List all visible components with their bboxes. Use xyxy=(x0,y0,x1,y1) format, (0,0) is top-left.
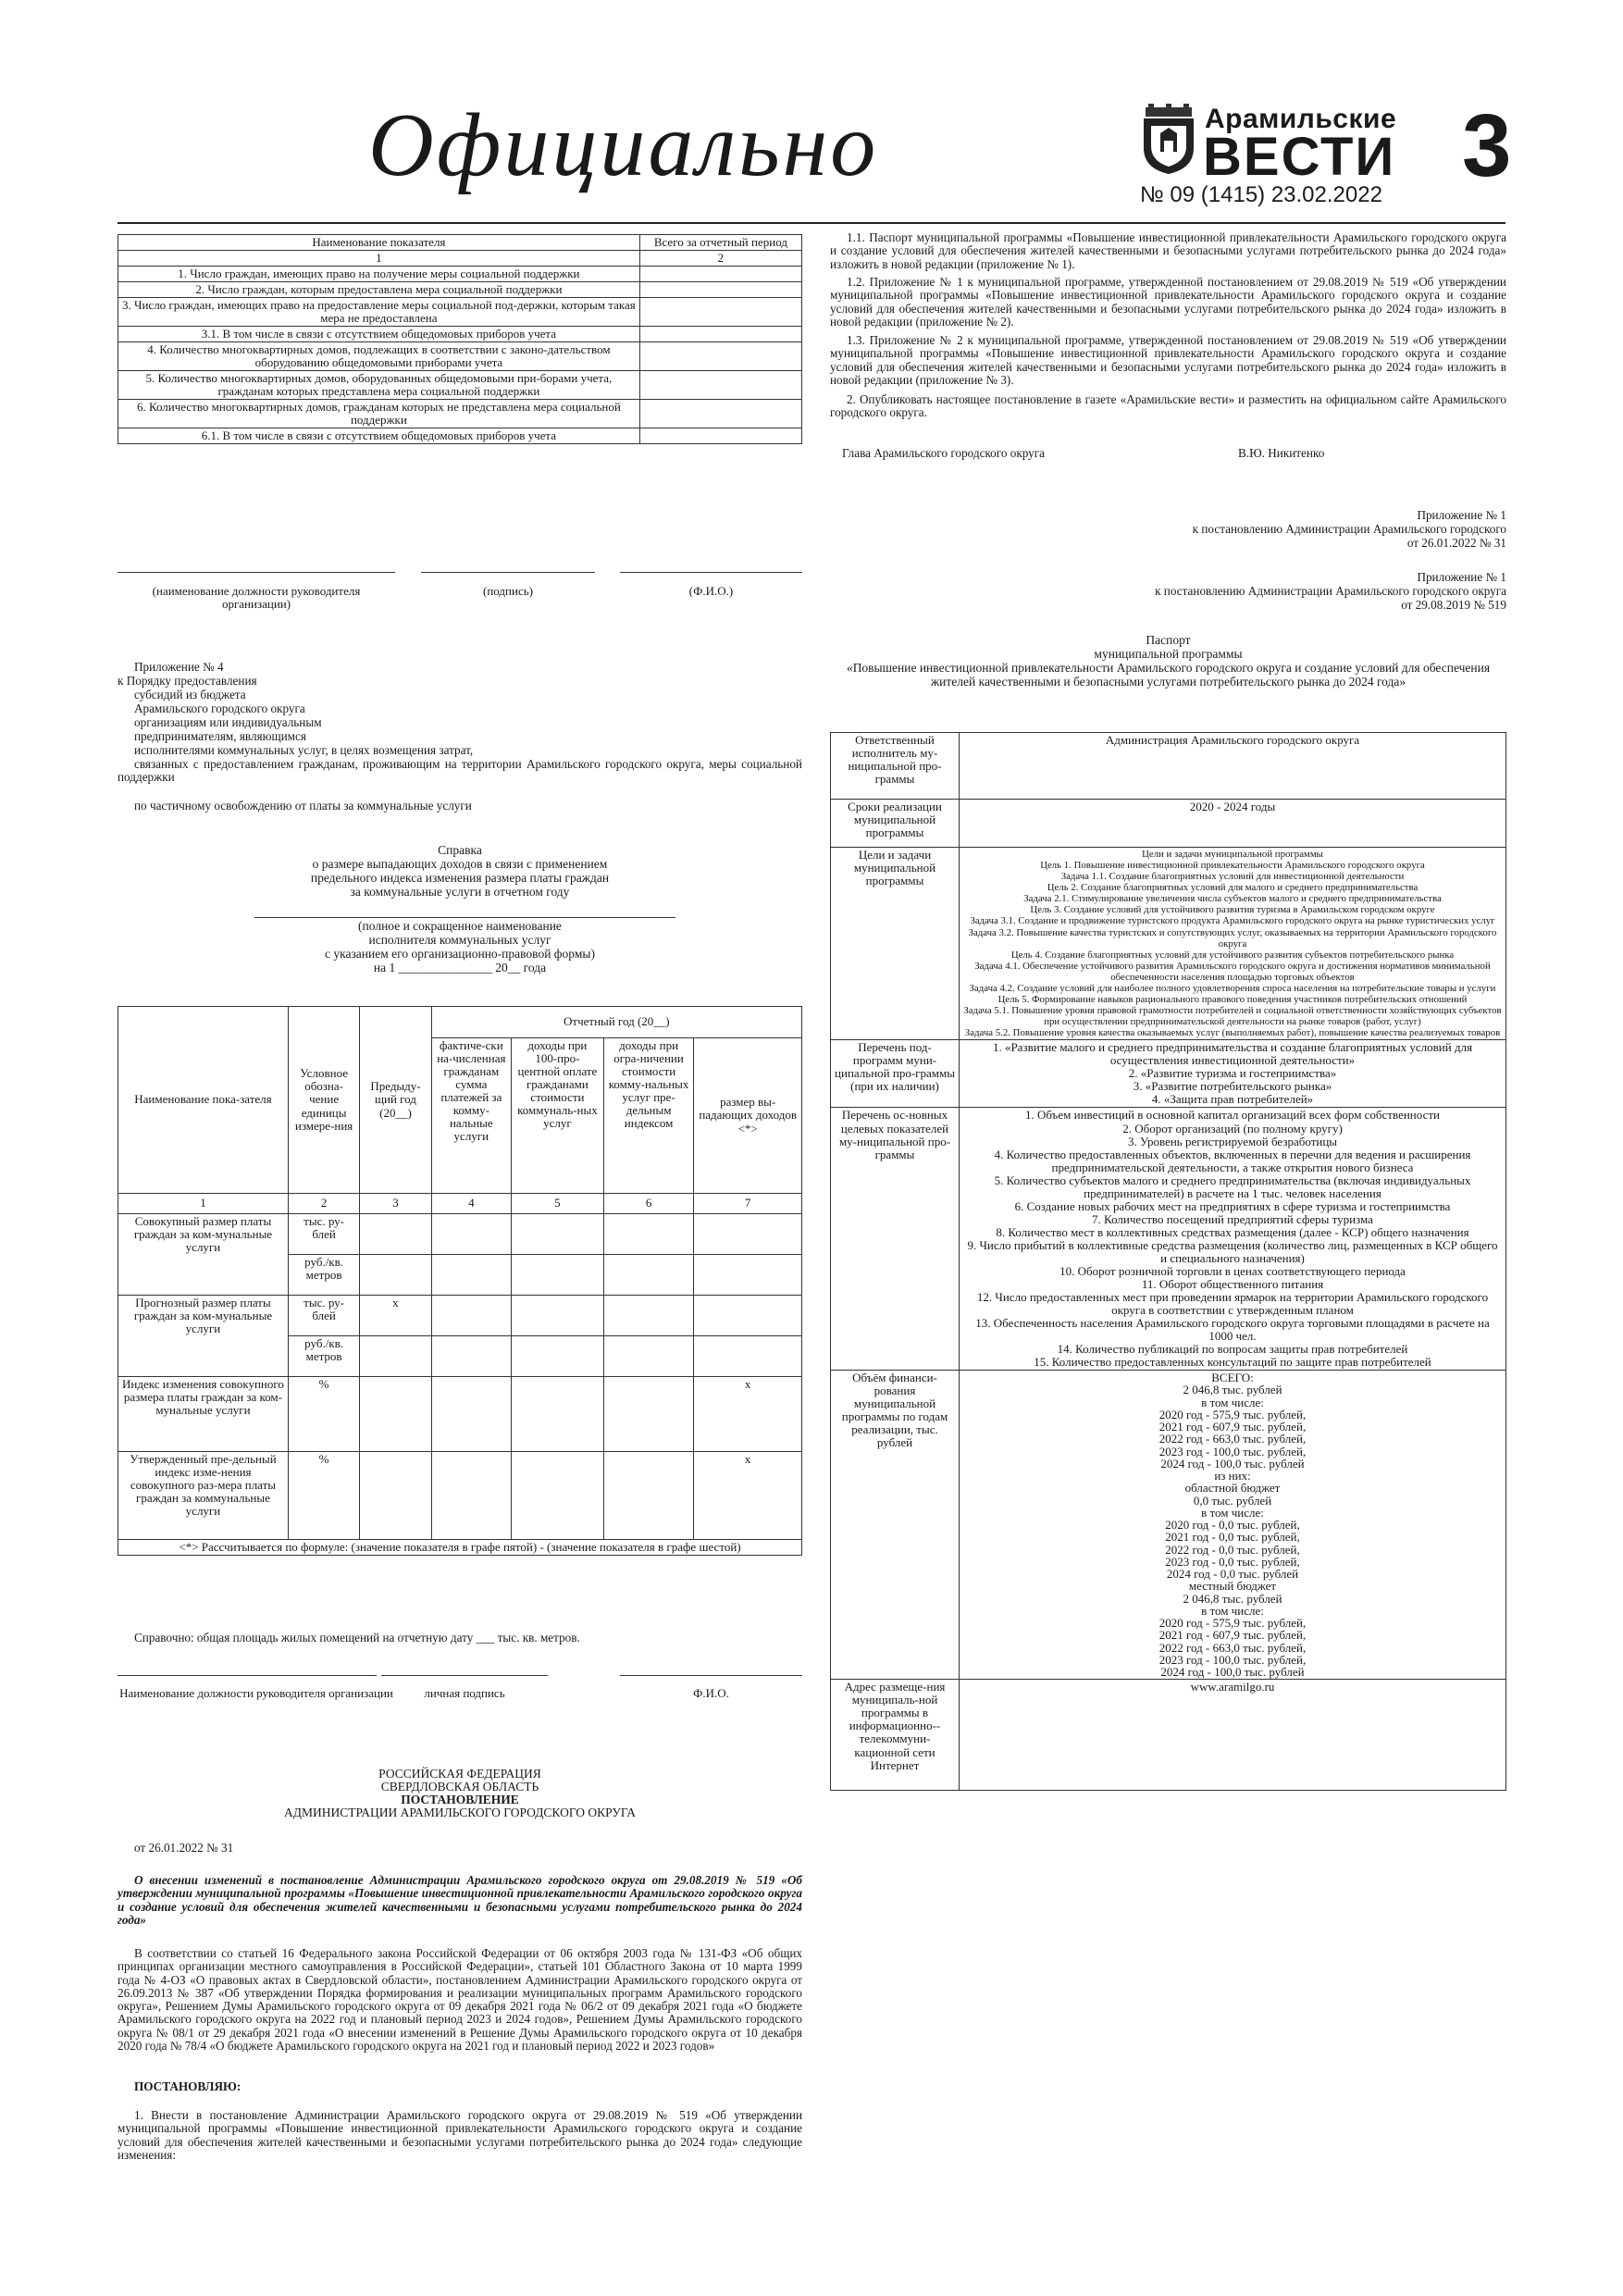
list-item: 1. Объем инвестиций в основной капитал организаций всех форм собственности xyxy=(1025,1108,1440,1123)
appendix-line: организациям или индивидуальным xyxy=(134,715,322,729)
list-item: Задача 3.2. Повышение качества туристских и сопутствующих услуг, оказываемых на территории Арамильского городского округа xyxy=(968,926,1497,949)
list-item: областной бюджет xyxy=(1184,1481,1281,1496)
table-row xyxy=(118,1452,802,1540)
appendix-line: Приложение № 4 xyxy=(134,660,224,674)
col-number: 3 xyxy=(360,1194,431,1214)
list-item: 2 046,8 тыс. рублей xyxy=(1183,1591,1282,1606)
list-item: местный бюджет xyxy=(1188,1579,1277,1594)
position-caption: (наименование должности руководителя организации) xyxy=(152,584,361,612)
col-header-unit: Условное обозна-чение единицы измере-ния xyxy=(288,1007,359,1194)
list-item: Цель 4. Создание благоприятных условий для устойчивого развития субъектов потребительского рынка xyxy=(1010,949,1455,961)
col-header-report-year: Отчетный год (20__) xyxy=(431,1007,801,1038)
appendix-line: связанных с предоставлением гражданам, проживающим на территории Арамильского городского округа, меры социальной поддержки xyxy=(118,757,802,785)
list-item: 2020 год - 575,9 тыс. рублей, xyxy=(1158,1616,1307,1631)
page-number: 3 xyxy=(1462,96,1512,195)
col-number: 2 xyxy=(288,1194,359,1214)
spravka-line: (полное и сокращенное наименование xyxy=(358,919,562,933)
spravka-line: с указанием его организационно-правовой формы) xyxy=(325,947,595,961)
row-label: Цели и задачи муниципальной программы xyxy=(831,848,960,1040)
header-divider xyxy=(118,222,1505,224)
spravka-line: предельного индекса изменения размера платы граждан xyxy=(310,871,610,885)
table-cell-empty xyxy=(639,282,801,298)
decree-country: РОССИЙСКАЯ ФЕДЕРАЦИЯ xyxy=(378,1767,541,1781)
list-item: 10. Оборот розничной торговли в ценах соответствующего периода xyxy=(1059,1263,1406,1278)
table-cell-empty xyxy=(639,400,801,428)
signature-caption: личная подпись xyxy=(424,1686,505,1700)
row-value: 2020 - 2024 годы xyxy=(960,800,1506,848)
row-label: Адрес размеще-ния муниципаль-ной программы в информационно--телекоммуни-кационной сети Интернет xyxy=(831,1680,960,1791)
list-item: в том числе: xyxy=(1201,1505,1264,1520)
row-label: Перечень под-программ муни-ципальной про-граммы (при их наличии) xyxy=(831,1040,960,1108)
col-header-prev-year: Предыду-щий год (20__) xyxy=(360,1007,431,1194)
col-header-limited: доходы при огра-ничении стоимости комму-нальных услуг пре-дельным индексом xyxy=(603,1038,694,1194)
decree-body: В соответствии со статьей 16 Федерального закона Российской Федерации от 06 октября 2003 года № 131-ФЗ «Об общих принципах организации местного самоуправления в Российской Федерации», статьей 101 Областного Закона от 10 марта 1999 года № 4-ОЗ «О правовых актах в Свердловской области», постановлением Администрации Арамильского городского округа от 26.09.2013 № 387 «Об утверждении Порядка формирования и реализации муниципальных программ Арамильского городского округа», Решением Думы Арамильского городского округа от 09 декабря 2021 года № 06/2 от 09 декабря 2021 года «О бюджете Арамильского городского округа на 2022 год и плановый период 2023 и 2024 годов», Решением Думы Арамильского городского округа № 08/1 от 29 декабря 2021 года «О внесении изменений в Решение Думы Арамильского городского округа от 10 декабря 2020 года № 78/4 «О бюджете Арамильского городского округа на 2021 год и плановый период 2022 и 2023 годов» xyxy=(118,1946,802,2053)
decree-authority: АДМИНИСТРАЦИИ АРАМИЛЬСКОГО ГОРОДСКОГО ОКРУГА xyxy=(284,1806,636,1819)
table-cell-empty xyxy=(639,298,801,327)
footnote: <*> Рассчитывается по формуле: (значение показателя в графе пятой) - (значение показателя в графе шестой) xyxy=(118,1540,802,1556)
list-item: Задача 4.2. Создание условий для наиболее полного удовлетворения спроса населения на потребительские товары и услуги xyxy=(969,982,1496,994)
table-numbers-row xyxy=(118,1194,802,1214)
list-item: 2021 год - 607,9 тыс. рублей, xyxy=(1158,1420,1307,1434)
unit-cell: тыс. ру-блей xyxy=(288,1296,359,1336)
table-cell-empty xyxy=(639,371,801,400)
table-row xyxy=(118,1377,802,1452)
list-item: 0,0 тыс. рублей xyxy=(1193,1493,1272,1508)
x-mark: х xyxy=(694,1452,802,1540)
col-number: 1 xyxy=(118,1194,289,1214)
list-item: 14. Количество публикаций по вопросам защиты прав потребителей xyxy=(1057,1342,1408,1357)
table-cell: 2. Число граждан, которым предоставлена мера социальной поддержки xyxy=(118,282,640,298)
row-name: Индекс изменения совокупного размера платы граждан за ком-мунальные услуги xyxy=(118,1377,289,1452)
list-item: 2. Оборот организаций (по полному кругу) xyxy=(1122,1121,1343,1136)
list-item: 4. Количество предоставленных объектов, включенных в перечни для ведения и расширения предпринимательской деятельности, а также открытия нового бизнеса xyxy=(994,1147,1471,1174)
list-item: Цель 3. Создание условий для устойчивого развития туризма в Арамильском городском округе xyxy=(1030,904,1435,916)
signature-line xyxy=(118,1675,377,1676)
list-item: 2024 год - 0,0 тыс. рублей xyxy=(1166,1567,1299,1582)
unit-cell: % xyxy=(288,1452,359,1540)
list-item: 12. Число предоставленных мест при проведении ярмарок на территории Арамильского городского округа в соответствии с утвержденным планом xyxy=(976,1289,1489,1317)
appendix-line: Приложение № 1 xyxy=(1417,508,1506,522)
list-item: 13. Обеспеченность населения Арамильского городского округа торговыми площадями в расчете на 1000 чел. xyxy=(975,1315,1490,1344)
table-cell: 3.1. В том числе в связи с отсутствием общедомовых приборов учета xyxy=(118,327,640,342)
row-value-list xyxy=(960,1108,1506,1371)
row-value-list xyxy=(960,1371,1506,1680)
table-row xyxy=(118,267,802,282)
list-item: 9. Число прибытий в коллективные средства размещения (количество лиц, размещенных в КСР общего и специального назначения) xyxy=(967,1237,1498,1265)
spravka-line: о размере выпадающих доходов в связи с применением xyxy=(312,857,608,871)
list-item: 3. Уровень регистрируемой безработицы xyxy=(1127,1134,1338,1148)
list-item: 2023 год - 100,0 тыс. рублей, xyxy=(1158,1444,1307,1458)
table-row xyxy=(831,1108,1506,1371)
unit-cell: тыс. ру-блей xyxy=(288,1214,359,1255)
col-number: 2 xyxy=(639,251,801,267)
list-item: 2020 год - 575,9 тыс. рублей, xyxy=(1158,1407,1307,1421)
passport-title: Паспорт xyxy=(1146,633,1191,647)
spravka-title: Справка xyxy=(438,843,482,857)
table-row xyxy=(118,342,802,371)
unit-cell: % xyxy=(288,1377,359,1452)
table-footnote-row xyxy=(118,1540,802,1556)
blank-line xyxy=(254,917,675,918)
col-header-name: Наименование пока-зателя xyxy=(118,1007,289,1194)
list-item: Задача 4.1. Обеспечение устойчивого развития Арамильского городского округа и достижения нормативов минимальной обеспеченности населения площадью торговых объектов xyxy=(974,960,1491,983)
table-row xyxy=(831,848,1506,1040)
table-header-row xyxy=(118,235,802,251)
list-item: 7. Количество посещений предприятий сферы туризма xyxy=(1092,1211,1373,1226)
x-mark: х xyxy=(360,1296,431,1336)
list-item: 5. Количество субъектов малого и среднего предпринимательства (включая индивидуальных предпринимателей) в расчете на 1 тыс. человек населения xyxy=(994,1173,1471,1200)
unit-cell: руб./кв. метров xyxy=(288,1336,359,1377)
decree-heading: О внесении изменений в постановление Администрации Арамильского городского округа от 29.08.2019 № 519 «Об утверждении муниципальной программы «Повышение инвестиционной привлекательности Арамильского городского округа и создание условий для обеспечения жителей качественными и безопасными услугами потребительского рынка до 2024 года» xyxy=(118,1873,802,1927)
list-item: 15. Количество предоставленных консультаций по защите прав потребителей xyxy=(1034,1355,1431,1370)
list-item: 2024 год - 100,0 тыс. рублей xyxy=(1160,1665,1305,1680)
area-note: Справочно: общая площадь жилых помещений на отчетную дату ___ тыс. кв. метров. xyxy=(134,1631,580,1644)
list-item: 2. «Развитие туризма и гостеприимства» xyxy=(1128,1066,1337,1081)
appendix-line: к постановлению Администрации Арамильского городского округа xyxy=(1155,584,1506,598)
list-item: 4. «Защита прав потребителей» xyxy=(1151,1092,1314,1107)
table-cell: 5. Количество многоквартирных домов, оборудованных общедомовыми при-борами учета, гражданам которых представлена мера социальной поддержки xyxy=(118,371,640,400)
x-mark: х xyxy=(694,1377,802,1452)
appendix-line: Приложение № 1 xyxy=(1417,570,1506,584)
list-item: Задача 1.1. Создание благоприятных условий для инвестиционной деятельности xyxy=(1060,871,1405,883)
row-label: Сроки реализации муниципальной программы xyxy=(831,800,960,848)
head-name: В.Ю. Никитенко xyxy=(1238,446,1325,460)
table-cell-empty xyxy=(639,342,801,371)
appendix-line: предпринимателям, являющимся xyxy=(134,729,306,743)
appendix-line: субсидий из бюджета xyxy=(134,688,246,701)
table-row xyxy=(831,800,1506,848)
row-name: Прогнозный размер платы граждан за ком-мунальные услуги xyxy=(118,1296,289,1377)
list-item: 6. Создание новых рабочих мест на предприятиях в сфере туризма и гостеприимства xyxy=(1014,1198,1451,1213)
signature-line xyxy=(118,572,395,573)
decree-resolve: ПОСТАНОВЛЯЮ: xyxy=(134,2079,242,2093)
signature-line xyxy=(421,572,595,573)
decree-paragraph: 2. Опубликовать настоящее постановление в газете «Арамильские вести» и разместить на официальном сайте Арамильского городского округа. xyxy=(830,392,1506,420)
list-item: 2023 год - 100,0 тыс. рублей, xyxy=(1158,1652,1307,1667)
table-row xyxy=(831,733,1506,800)
list-item: 2022 год - 663,0 тыс. рублей, xyxy=(1158,1432,1307,1446)
issue-number: № 09 (1415) 23.02.2022 xyxy=(1140,182,1382,207)
col-number: 4 xyxy=(431,1194,511,1214)
table-row xyxy=(118,371,802,400)
list-item: 2022 год - 663,0 тыс. рублей, xyxy=(1158,1640,1307,1655)
passport-table xyxy=(830,732,1506,1791)
decree-date: от 26.01.2022 № 31 xyxy=(134,1841,234,1855)
row-label: Объём финанси-рования муниципальной программы по годам реализации, тыс. рублей xyxy=(831,1371,960,1680)
appendix-line: исполнителями коммунальных услуг, в целях возмещения затрат, xyxy=(134,743,474,757)
col-number: 7 xyxy=(694,1194,802,1214)
publication-name-main: ВЕСТИ xyxy=(1203,127,1396,187)
row-name: Утвержденный пре-дельный индекс изме-нения совокупного раз-мера платы граждан за коммунальные услуги xyxy=(118,1452,289,1540)
table-row xyxy=(118,428,802,444)
appendix-line: по частичному освобождению от платы за коммунальные услуги xyxy=(134,799,472,813)
table-numbers-row xyxy=(118,251,802,267)
table-cell-empty xyxy=(639,327,801,342)
list-item: Цель 2. Создание благоприятных условий для малого и среднего предпринимательства xyxy=(1047,882,1419,894)
spravka-line: за коммунальные услуги в отчетном году xyxy=(350,885,570,899)
spravka-line: исполнителя коммунальных услуг xyxy=(368,933,551,947)
row-label: Ответственный исполнитель му-ниципальной про-граммы xyxy=(831,733,960,800)
list-item: Задача 5.2. Повышение уровня качества оказываемых услуг (выполняемых работ), повышение качества реализуемых товаров xyxy=(964,1027,1501,1039)
appendix-line: Арамильского городского округа xyxy=(134,701,305,715)
table-cell: 4. Количество многоквартирных домов, подлежащих в соответствии с законо-дательством оборудованию общедомовыми приборами учета xyxy=(118,342,640,371)
list-item: 2020 год - 0,0 тыс. рублей, xyxy=(1165,1518,1300,1533)
decree-region: СВЕРДЛОВСКАЯ ОБЛАСТЬ xyxy=(380,1780,539,1793)
table-row xyxy=(831,1680,1506,1791)
list-item: 2022 год - 0,0 тыс. рублей, xyxy=(1165,1542,1300,1557)
signature-line xyxy=(620,1675,802,1676)
fio-caption: (Ф.И.О.) xyxy=(688,584,734,598)
list-item: 2023 год - 0,0 тыс. рублей, xyxy=(1165,1554,1300,1569)
col-header-full-payment: доходы при 100-про-центной оплате гражданами стоимости коммуналь-ных услуг xyxy=(512,1038,604,1194)
list-item: Цели и задачи муниципальной программы xyxy=(1142,849,1323,860)
passport-program-name: «Повышение инвестиционной привлекательности Арамильского городского округа и создание условий для обеспечения жителей качественными и безопасными услугами потребительского рынка до 2024 года» xyxy=(846,661,1491,689)
lost-income-table xyxy=(118,1006,802,1556)
table-row xyxy=(118,298,802,327)
list-item: ВСЕГО: xyxy=(1211,1371,1254,1385)
head-title: Глава Арамильского городского округа xyxy=(842,446,1046,460)
list-item: 11. Оборот общественного питания xyxy=(1141,1276,1324,1291)
list-item: Задача 3.1. Создание и продвижение туристского продукта Арамильского городского округа на рынке туристических услуг xyxy=(970,915,1495,927)
table-cell-empty xyxy=(639,428,801,444)
section-title: Официально xyxy=(368,95,879,195)
col-number: 5 xyxy=(512,1194,604,1214)
col-number: 1 xyxy=(118,251,640,267)
fio-caption: Ф.И.О. xyxy=(693,1686,729,1700)
unit-cell: руб./кв. метров xyxy=(288,1255,359,1296)
table-row xyxy=(831,1371,1506,1680)
table-cell: 6.1. В том числе в связи с отсутствием общедомовых приборов учета xyxy=(118,428,640,444)
signature-line xyxy=(381,1675,548,1676)
appendix-line: к постановлению Администрации Арамильского городского xyxy=(1192,522,1506,536)
decree-paragraph: 1. Внести в постановление Администрации Арамильского городского округа от 29.08.2019 № 519 «Об утверждении муниципальной программы «Повышение инвестиционной привлекательности Арамильского городского округа и создание условий для обеспечения жителей качественными и безопасными услугами потребительского рынка до 2024 года» следующие изменения: xyxy=(118,2108,802,2162)
table-row xyxy=(118,282,802,298)
list-item: 2021 год - 0,0 тыс. рублей, xyxy=(1165,1530,1300,1545)
table-row xyxy=(118,1296,802,1336)
list-item: 2021 год - 607,9 тыс. рублей, xyxy=(1158,1628,1307,1643)
col-header-lost-income: размер вы-падающих доходов <*> xyxy=(694,1038,802,1194)
col-header-total: Всего за отчетный период xyxy=(639,235,801,251)
signature-line xyxy=(620,572,802,573)
list-item: в том числе: xyxy=(1201,1395,1264,1409)
list-item: в том числе: xyxy=(1201,1603,1264,1618)
row-name: Совокупный размер платы граждан за ком-мунальные услуги xyxy=(118,1214,289,1296)
table-cell-empty xyxy=(639,267,801,282)
table-row xyxy=(118,327,802,342)
list-item: из них: xyxy=(1214,1469,1251,1483)
spravka-line: на 1 _______________ 20__ года xyxy=(373,961,547,974)
row-value-list xyxy=(960,1040,1506,1108)
table-header-row xyxy=(118,1007,802,1038)
row-value-list xyxy=(960,848,1506,1040)
list-item: 2024 год - 100,0 тыс. рублей xyxy=(1160,1456,1305,1471)
publication-name-top: Арамильские xyxy=(1205,104,1397,134)
appendix-line: от 29.08.2019 № 519 xyxy=(1401,598,1506,612)
list-item: Цель 5. Формирование навыков рационального правового поведения участников потребительских отношений xyxy=(997,994,1468,1006)
coat-of-arms-icon xyxy=(1144,104,1194,174)
appendix-line: к Порядку предоставления xyxy=(118,674,257,688)
appendix-line: от 26.01.2022 № 31 xyxy=(1406,536,1506,550)
list-item: Цель 1. Повышение инвестиционной привлекательности Арамильского городского округа xyxy=(1040,860,1425,872)
col-number: 6 xyxy=(603,1194,694,1214)
decree-paragraph: 1.3. Приложение № 2 к муниципальной программе, утвержденной постановлением от 29.08.2019 № 519 «Об утверждении муниципальной программы «Повышение инвестиционной привлекательности Арамильского городского округа и создание условий для обеспечения жителей качественными и безопасными услугами потребительского рынка до 2024 года» изложить в новой редакции (приложение № 3). xyxy=(830,333,1506,387)
signature-caption: (подпись) xyxy=(483,584,533,598)
row-value: Администрация Арамильского городского округа xyxy=(960,733,1506,800)
list-item: 1. «Развитие малого и среднего предпринимательства и создание благоприятных условий для осуществления инвестиционной деятельности» xyxy=(992,1040,1473,1068)
decree-paragraph: 1.2. Приложение № 1 к муниципальной программе, утвержденной постановлением от 29.08.2019 № 519 «Об утверждении муниципальной программы «Повышение инвестиционной привлекательности Арамильского городского округа и создание условий для обеспечения жителей качественными и безопасными услугами потребительского рынка до 2024 года» изложить в новой редакции (приложение № 2). xyxy=(830,275,1506,329)
list-item: 3. «Развитие потребительского рынка» xyxy=(1133,1079,1332,1094)
table-row xyxy=(118,1214,802,1255)
decree-paragraph: 1.1. Паспорт муниципальной программы «Повышение инвестиционной привлекательности Арамильского городского округа и создание условий для обеспечения жителей качественными и безопасными услугами потребительского рынка до 2024 года» изложить в новой редакции (приложение № 1). xyxy=(830,230,1506,271)
table-cell: 6. Количество многоквартирных домов, гражданам которых не представлена мера социальной поддержки xyxy=(118,400,640,428)
list-item: 8. Количество мест в коллективных средствах размещения (далее - КСР) общего назначения xyxy=(996,1224,1469,1239)
col-header-charged: фактиче-ски на-численная гражданам сумма платежей за комму-нальные услуги xyxy=(431,1038,511,1194)
col-header-name: Наименование показателя xyxy=(118,235,640,251)
table-cell: 3. Число граждан, имеющих право на предоставление меры социальной под-держки, которым такая мера не предоставлена xyxy=(118,298,640,327)
list-item: 2 046,8 тыс. рублей xyxy=(1183,1383,1282,1397)
table-row xyxy=(118,400,802,428)
website-link[interactable]: www.aramilgo.ru xyxy=(960,1680,1506,1791)
position-caption: Наименование должности руководителя организации xyxy=(119,1686,393,1700)
table-cell: 1. Число граждан, имеющих право на получение меры социальной поддержки xyxy=(118,267,640,282)
passport-subtitle: муниципальной программы xyxy=(1094,647,1243,661)
table-row xyxy=(831,1040,1506,1108)
list-item: Задача 2.1. Стимулирование увеличения числа субъектов малого и среднего предпринимательства xyxy=(1023,893,1442,905)
list-item: Задача 5.1. Повышение уровня правовой грамотности потребителей и социальной ответственности хозяйствующих субъектов при осуществлении предпринимательской деятельности на рынке товаров (работ, услуг) xyxy=(963,1005,1502,1028)
row-label: Перечень ос-новных целевых показателей му-ниципальной про-граммы xyxy=(831,1108,960,1371)
indicators-table xyxy=(118,234,802,444)
decree-type: ПОСТАНОВЛЕНИЕ xyxy=(401,1793,519,1806)
